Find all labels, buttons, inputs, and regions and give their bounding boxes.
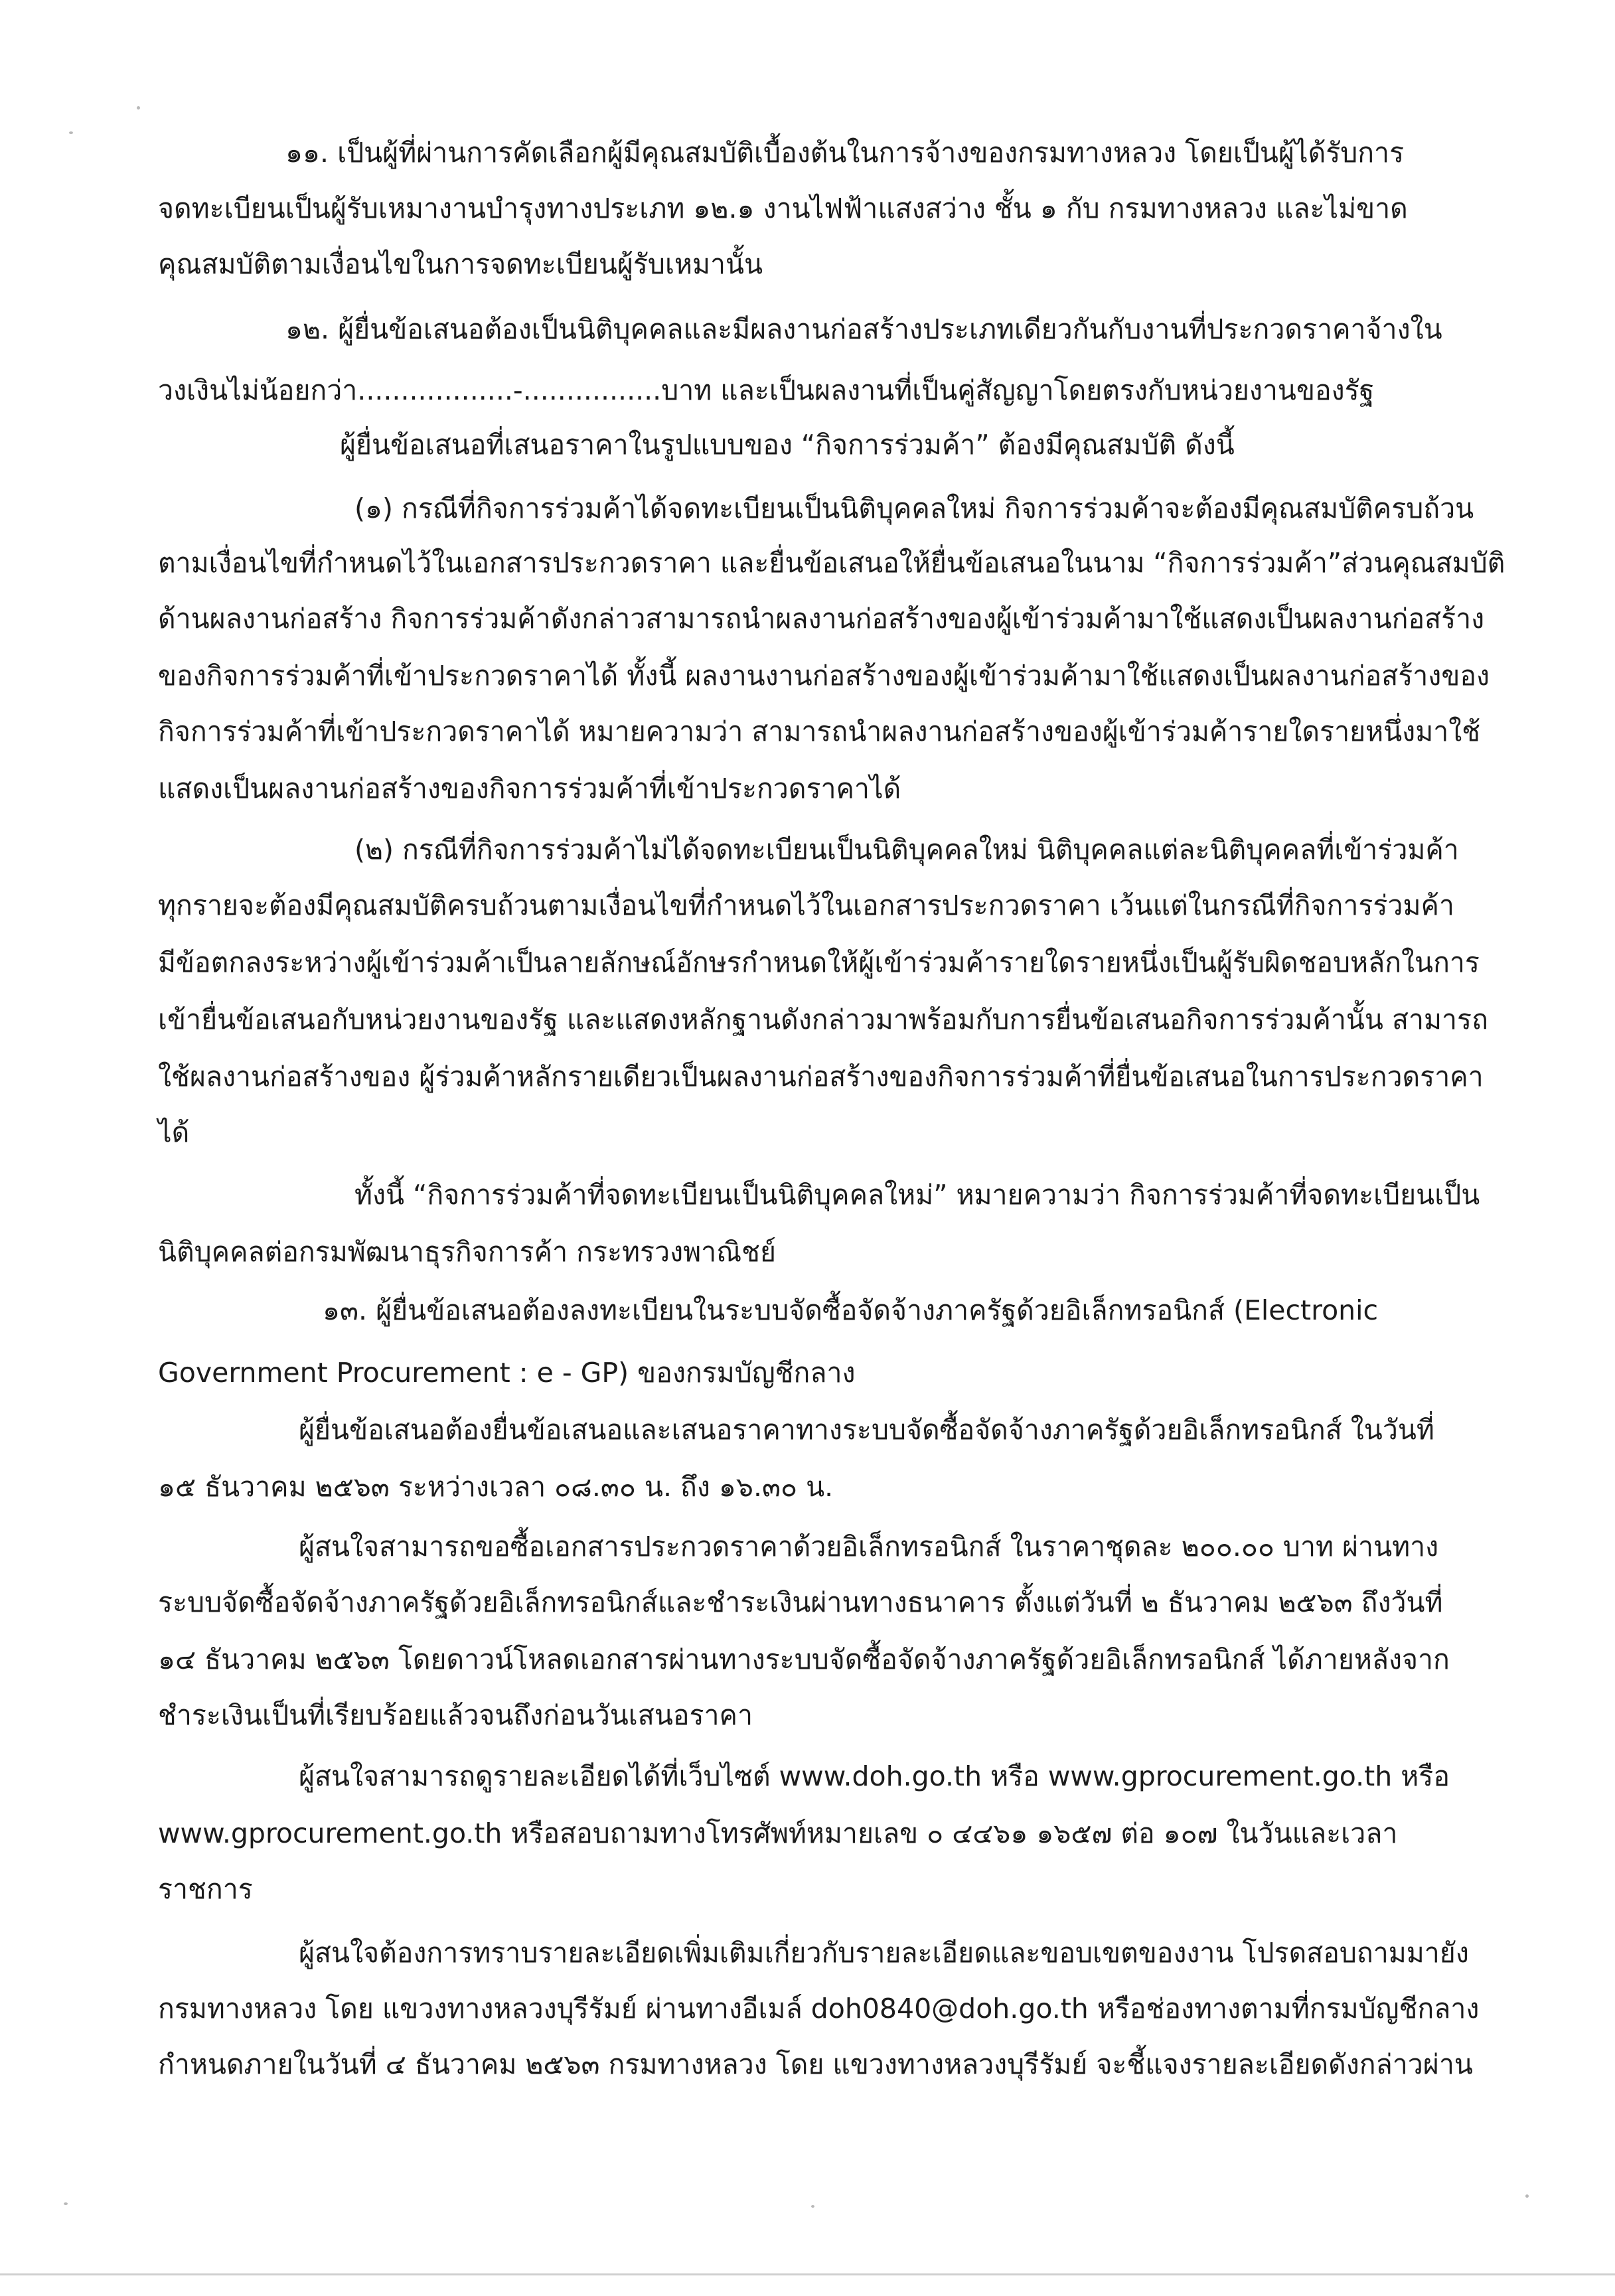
text-line: (๑) กรณีที่กิจการร่วมค้าได้จดทะเบียนเป็นนิติบุคคลใหม่ กิจการร่วมค้าจะต้องมีคุณสมบัติครบถ้วน [354,493,1474,524]
text-line: ได้ [158,1116,190,1148]
text-line: แสดงเป็นผลงานก่อสร้างของกิจการร่วมค้าที่เข้าประกวดราคาได้ [158,773,901,804]
text-line: ๑๕ ธันวาคม ๒๕๖๓ ระหว่างเวลา ๐๘.๓๐ น. ถึง ๑๖.๓๐ น. [158,1471,834,1503]
text-line: ตามเงื่อนไขที่กำหนดไว้ในเอกสารประกวดราคา และยื่นข้อเสนอให้ยื่นข้อเสนอในนาม “กิจการร่วมค้า”ส่วนคุณสมบัติ [158,547,1505,579]
text-line: เข้ายื่นข้อเสนอกับหน่วยงานของรัฐ และแสดงหลักฐานดังกล่าวมาพร้อมกับการยื่นข้อเสนอกิจการร่วมค้านั้น สามารถ [158,1004,1488,1035]
text-line: ผู้สนใจสามารถดูรายละเอียดได้ที่เว็บไซต์ www.doh.go.th หรือ www.gprocurement.go.th หรือ [299,1760,1450,1792]
text-line: ทุกรายจะต้องมีคุณสมบัติครบถ้วนตามเงื่อนไขที่กำหนดไว้ในเอกสารประกวดราคา เว้นแต่ในกรณีที่กิจการร่วมค้า [158,889,1454,921]
text-line: ผู้ยื่นข้อเสนอต้องยื่นข้อเสนอและเสนอราคาทางระบบจัดซื้อจัดจ้างภาครัฐด้วยอิเล็กทรอนิกส์ ในวันที่ [299,1414,1434,1446]
scan-speck [811,2205,814,2208]
text-line: กำหนดภายในวันที่ ๔ ธันวาคม ๒๕๖๓ กรมทางหลวง โดย แขวงทางหลวงบุรีรัมย์ จะชี้แจงรายละเอียดดังกล่าวผ่าน [158,2048,1473,2080]
text-line: วงเงินไม่น้อยกว่า..................-................บาท และเป็นผลงานที่เป็นคู่สัญญาโดยตรงกับหน่วยงานของรัฐ [158,374,1375,406]
text-line: กิจการร่วมค้าที่เข้าประกวดราคาได้ หมายความว่า สามารถนำผลงานก่อสร้างของผู้เข้าร่วมค้ารายใดรายหนึ่งมาใช้ [158,716,1481,747]
text-line: นิติบุคคลต่อกรมพัฒนาธุรกิจการค้า กระทรวงพาณิชย์ [158,1236,777,1268]
scan-speck [64,2202,68,2205]
text-line: www.gprocurement.go.th หรือสอบถามทางโทรศัพท์หมายเลข ๐ ๔๔๖๑ ๑๖๕๗ ต่อ ๑๐๗ ในวันและเวลา [158,1817,1398,1849]
text-line: ด้านผลงานก่อสร้าง กิจการร่วมค้าดังกล่าวสามารถนำผลงานก่อสร้างของผู้เข้าร่วมค้ามาใช้แสดงเป็นผลงานก่อสร้าง [158,603,1485,635]
text-line: ใช้ผลงานก่อสร้างของ ผู้ร่วมค้าหลักรายเดียวเป็นผลงานก่อสร้างของกิจการร่วมค้าที่ยื่นข้อเสนอในการประกวดราคา [158,1061,1484,1093]
text-line: คุณสมบัติตามเงื่อนไขในการจดทะเบียนผู้รับเหมานั้น [158,248,763,280]
text-line: กรมทางหลวง โดย แขวงทางหลวงบุรีรัมย์ ผ่านทางอีเมล์ doh0840@doh.go.th หรือช่องทางตามที่กรมบัญชีกลาง [158,1993,1480,2025]
text-line: ผู้สนใจสามารถขอซื้อเอกสารประกวดราคาด้วยอิเล็กทรอนิกส์ ในราคาชุดละ ๒๐๐.๐๐ บาท ผ่านทาง [299,1531,1439,1563]
text-line: ทั้งนี้ “กิจการร่วมค้าที่จดทะเบียนเป็นนิติบุคคลใหม่” หมายความว่า กิจการร่วมค้าที่จดทะเบียนเป็น [354,1179,1480,1211]
text-line: มีข้อตกลงระหว่างผู้เข้าร่วมค้าเป็นลายลักษณ์อักษรกำหนดให้ผู้เข้าร่วมค้ารายใดรายหนึ่งเป็นผู้รับผิดชอบหลักในการ [158,947,1480,978]
text-line: ชำระเงินเป็นที่เรียบร้อยแล้วจนถึงก่อนวันเสนอราคา [158,1699,753,1731]
text-line: (๒) กรณีที่กิจการร่วมค้าไม่ได้จดทะเบียนเป็นนิติบุคคลใหม่ นิติบุคคลแต่ละนิติบุคคลที่เข้าร่วมค้า [354,834,1459,866]
text-line: ราชการ [158,1873,253,1905]
scan-speck [69,131,73,134]
scan-speck [137,106,140,110]
scan-bottom-edge [0,2273,1615,2275]
text-line: ๑๓. ผู้ยื่นข้อเสนอต้องลงทะเบียนในระบบจัดซื้อจัดจ้างภาครัฐด้วยอิเล็กทรอนิกส์ (Electronic [323,1294,1379,1326]
text-line: ระบบจัดซื้อจัดจ้างภาครัฐด้วยอิเล็กทรอนิกส์และชำระเงินผ่านทางธนาคาร ตั้งแต่วันที่ ๒ ธันวาคม ๒๕๖๓ ถึงวันที่ [158,1586,1443,1618]
text-line: ของกิจการร่วมค้าที่เข้าประกวดราคาได้ ทั้งนี้ ผลงานงานก่อสร้างของผู้เข้าร่วมค้ามาใช้แสดงเป็นผลงานก่อสร้างของ [158,660,1490,692]
scan-speck [1525,2194,1529,2198]
text-line: จดทะเบียนเป็นผู้รับเหมางานบำรุงทางประเภท ๑๒.๑ งานไฟฟ้าแสงสว่าง ชั้น ๑ กับ กรมทางหลวง และไม่ขาด [158,192,1408,224]
text-line: ๑๔ ธันวาคม ๒๕๖๓ โดยดาวน์โหลดเอกสารผ่านทางระบบจัดซื้อจัดจ้างภาครัฐด้วยอิเล็กทรอนิกส์ ได้ภายหลังจาก [158,1644,1450,1675]
text-line: Government Procurement : e - GP) ของกรมบัญชีกลาง [158,1357,856,1389]
text-line: ผู้ยื่นข้อเสนอที่เสนอราคาในรูปแบบของ “กิจการร่วมค้า” ต้องมีคุณสมบัติ ดังนี้ [340,429,1235,461]
text-line: ๑๑. เป็นผู้ที่ผ่านการคัดเลือกผู้มีคุณสมบัติเบื้องต้นในการจ้างของกรมทางหลวง โดยเป็นผู้ได้รับการ [285,137,1405,169]
text-line: ๑๒. ผู้ยื่นข้อเสนอต้องเป็นนิติบุคคลและมีผลงานก่อสร้างประเภทเดียวกันกับงานที่ประกวดราคาจ้างใน [285,313,1442,345]
text-line: ผู้สนใจต้องการทราบรายละเอียดเพิ่มเติมเกี่ยวกับรายละเอียดและขอบเขตของงาน โปรดสอบถามมายัง [299,1937,1469,1969]
